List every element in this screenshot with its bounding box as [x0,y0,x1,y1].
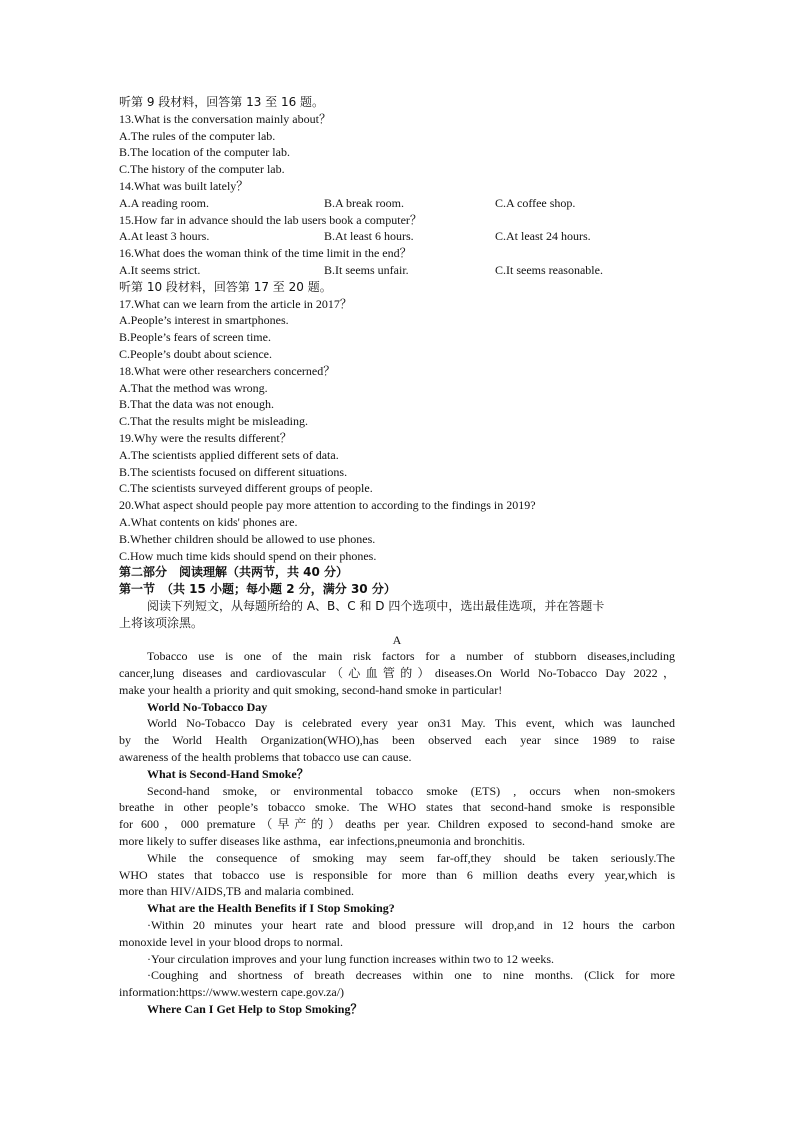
exam-page [119,94,675,1018]
question-17: 17.What can we learn from the article in 2017？ [119,296,352,311]
option-13c: C.The history of the computer lab. [119,162,285,177]
question-20: 20.What aspect should people pay more attention to according to the findings in 2019? [119,498,536,513]
passage-p1-line3: make your health a priority and quit smoking, second-hand smoke in particular! [119,682,503,697]
option-15b: B.At least 6 hours. [324,229,414,244]
passage-p4-line2: WHO states that tobacco use is responsible for more than 6 million deaths every year,which is [119,867,675,882]
instructions-line-2: 上将该项涂黑。 [119,615,204,630]
passage-p3-line2: breathe in other people’s tobacco smoke. The WHO states that second-hand smoke is responsible [119,800,675,815]
option-15a: A.At least 3 hours. [119,229,210,244]
passage-p1-line2: cancer,lung diseases and cardiovascular（心血管的）diseases.On World No-Tobacco Day 2022， [119,666,675,681]
option-20c: C.How much time kids should spend on their phones. [119,548,377,563]
question-16: 16.What does the woman think of the time limit in the end？ [119,246,412,261]
passage-p3-line4: more likely to suffer diseases like asthma，ear infections,pneumonia and bronchitis. [119,834,526,849]
option-18c: C.That the results might be misleading. [119,414,308,429]
option-13b: B.The location of the computer lab. [119,145,290,160]
benefit-1-line1: ·Within 20 minutes your heart rate and blood pressure will drop,and in 12 hours the carbon [147,918,675,933]
option-15c: C.At least 24 hours. [495,229,591,244]
option-18b: B.That the data was not enough. [119,397,274,412]
heading-get-help: Where Can I Get Help to Stop Smoking？ [147,1002,363,1017]
benefit-2: ·Your circulation improves and your lung function increases within two to 12 weeks. [147,951,555,966]
section-1-title: 第一节 （共 15 小题；每小题 2 分，满分 30 分） [119,582,396,597]
options-16 [119,262,675,279]
options-15 [119,228,675,245]
option-17b: B.People’s fears of screen time. [119,330,271,345]
option-16b: B.It seems unfair. [324,262,409,277]
option-16c: C.It seems reasonable. [495,262,603,277]
option-19c: C.The scientists surveyed different groups of people. [119,481,373,496]
heading-health-benefits: What are the Health Benefits if I Stop Smoking? [147,901,395,916]
benefit-1-line2: monoxide level in your blood drops to normal. [119,934,343,949]
section-9-header: 听第 9 段材料，回答第 13 至 16 题。 [119,95,325,109]
option-20b: B.Whether children should be allowed to use phones. [119,531,376,546]
question-13: 13.What is the conversation mainly about？ [119,111,331,126]
passage-p1-line1: Tobacco use is one of the main risk factors for a number of stubborn diseases,including [147,649,675,664]
passage-p2-line2: by the World Health Organization(WHO),has been observed each year since 1989 to raise [119,733,675,748]
passage-p3-line1: Second-hand smoke, or environmental tobacco smoke (ETS) , occurs when non-smokers [147,783,675,798]
section-10-header: 听第 10 段材料，回答第 17 至 20 题。 [119,279,332,294]
passage-p4-line3: more than HIV/AIDS,TB and malaria combined. [119,884,354,899]
passage-p2-line1: World No-Tobacco Day is celebrated every year on31 May. This event, which was launched [147,716,675,731]
option-14a: A.A reading room. [119,195,209,210]
question-19: 19.Why were the results different？ [119,430,292,445]
question-15: 15.How far in advance should the lab users book a computer？ [119,212,422,227]
question-14: 14.What was built lately？ [119,178,249,193]
heading-second-hand-smoke: What is Second-Hand Smoke？ [147,766,309,781]
option-13a: A.The rules of the computer lab. [119,128,276,143]
heading-world-no-tobacco-day: World No-Tobacco Day [147,699,268,714]
passage-p3-line3: for 600，000 premature（早产的）deaths per year. Children exposed to second-hand smoke are [119,817,675,832]
passage-p2-line3: awareness of the health problems that tobacco use can cause. [119,750,412,765]
part-2-title: 第二部分 阅读理解（共两节，共 40 分） [119,565,349,580]
option-19b: B.The scientists focused on different situations. [119,464,348,479]
instructions-line-1: 阅读下列短文，从每题所给的 A、B、C 和 D 四个选项中，选出最佳选项，并在答题卡 [147,598,605,613]
question-18: 18.What were other researchers concerned？ [119,363,336,378]
option-17a: A.People’s interest in smartphones. [119,313,289,328]
passage-label: A [392,632,402,647]
option-16a: A.It seems strict. [119,262,201,277]
option-14c: C.A coffee shop. [495,195,576,210]
option-18a: A.That the method was wrong. [119,380,268,395]
options-14 [119,195,675,212]
passage-p4-line1: While the consequence of smoking may seem far-off,they should be taken seriously.The [147,850,675,865]
option-20a: A.What contents on kids' phones are. [119,514,298,529]
benefit-3-line2: information:https://www.western cape.gov.za/) [119,985,345,1000]
option-19a: A.The scientists applied different sets of data. [119,447,339,462]
option-17c: C.People’s doubt about science. [119,346,272,361]
benefit-3-line1: ·Coughing and shortness of breath decreases within one to nine months. (Click for more [147,968,675,983]
option-14b: B.A break room. [324,195,404,210]
